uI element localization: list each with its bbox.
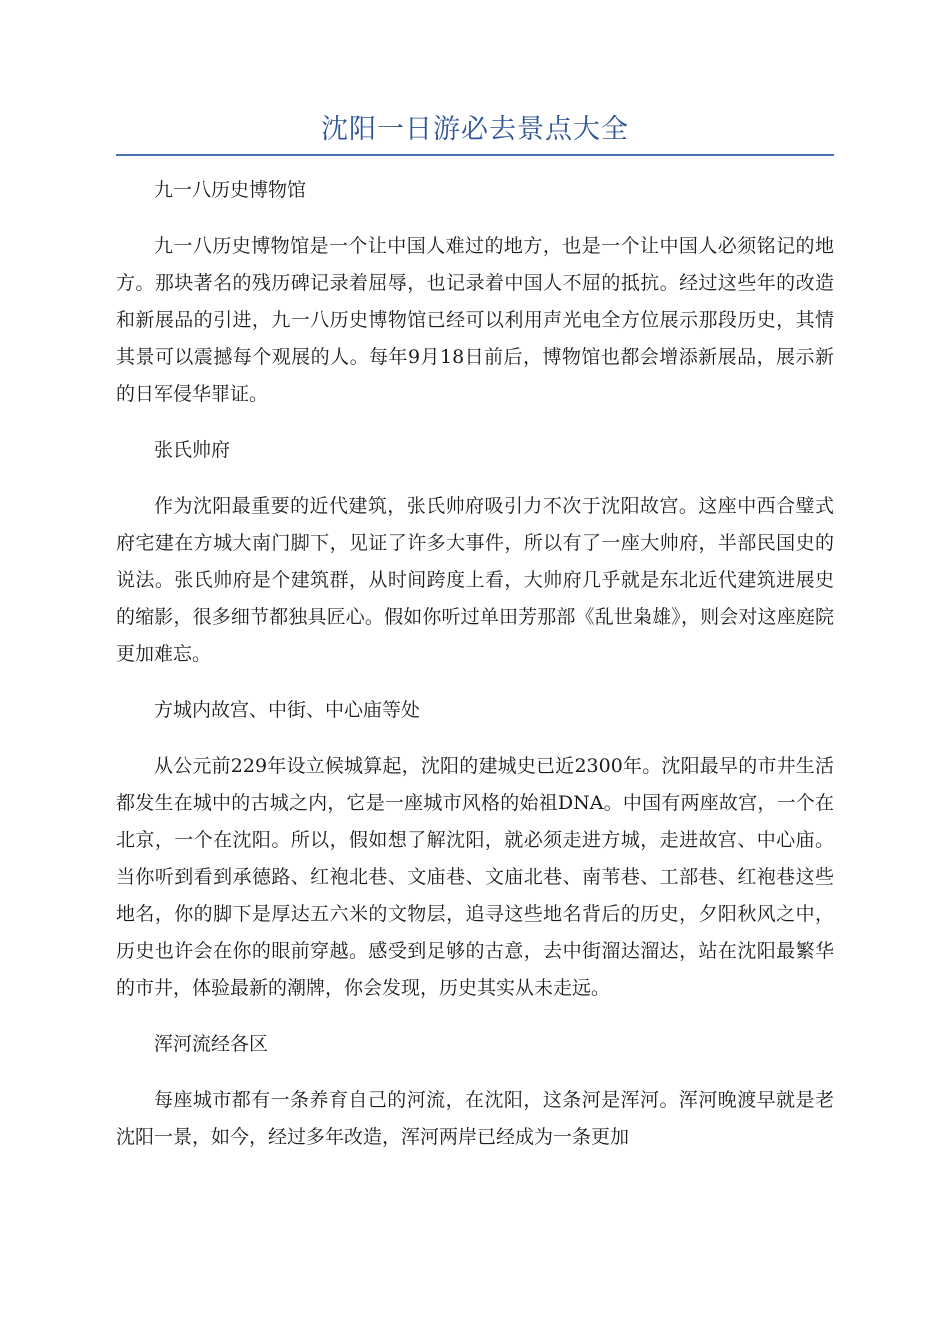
section-body-hun-river: 每座城市都有一条养育自己的河流，在沈阳，这条河是浑河。浑河晚渡早就是老沈阳一景，如今，经过多年改造，浑河两岸已经成为一条更加	[116, 1089, 834, 1148]
page-title: 沈阳一日游必去景点大全	[321, 114, 629, 145]
section-body-old-city: 从公元前229年设立候城算起，沈阳的建城史已近2300年。沈阳最早的市井生活都发生在城中的古城之内，它是一座城市风格的始祖DNA。中国有两座故宫，一个在北京，一个在沈阳。所以，假如想了解沈阳，就必须走进方城，走进故宫、中心庙。当你听到看到承德路、红袍北巷、文庙巷、文庙北巷、南苇巷、工部巷、红袍巷这些地名，你的脚下是厚达五六米的文物层，追寻这些地名背后的历史，夕阳秋风之中，历史也许会在你的眼前穿越。感受到足够的古意，去中街溜达溜达，站在沈阳最繁华的市井，体验最新的潮牌，你会发现，历史其实从未走远。	[116, 755, 834, 999]
section-heading-hun-river: 浑河流经各区	[154, 1033, 269, 1055]
section-heading-zhang-mansion: 张氏帅府	[154, 439, 231, 461]
document-body	[116, 172, 834, 1175]
document-page	[116, 0, 834, 1344]
section-body-918-museum: 九一八历史博物馆是一个让中国人难过的地方，也是一个让中国人必须铭记的地方。那块著名的残历碑记录着屈辱，也记录着中国人不屈的抵抗。经过这些年的改造和新展品的引进，九一八历史博物馆已经可以利用声光电全方位展示那段历史，其情其景可以震撼每个观展的人。每年9月18日前后，博物馆也都会增添新展品，展示新的日军侵华罪证。	[116, 235, 834, 405]
section-heading-918-museum: 九一八历史博物馆	[154, 179, 307, 201]
title-block	[116, 112, 834, 156]
section-heading-old-city: 方城内故宫、中街、中心庙等处	[154, 699, 421, 721]
section-body-zhang-mansion: 作为沈阳最重要的近代建筑，张氏帅府吸引力不次于沈阳故宫。这座中西合璧式府宅建在方城大南门脚下，见证了许多大事件，所以有了一座大帅府，半部民国史的说法。张氏帅府是个建筑群，从时间跨度上看，大帅府几乎就是东北近代建筑进展史的缩影，很多细节都独具匠心。假如你听过单田芳那部《乱世枭雄》，则会对这座庭院更加难忘。	[116, 495, 834, 665]
